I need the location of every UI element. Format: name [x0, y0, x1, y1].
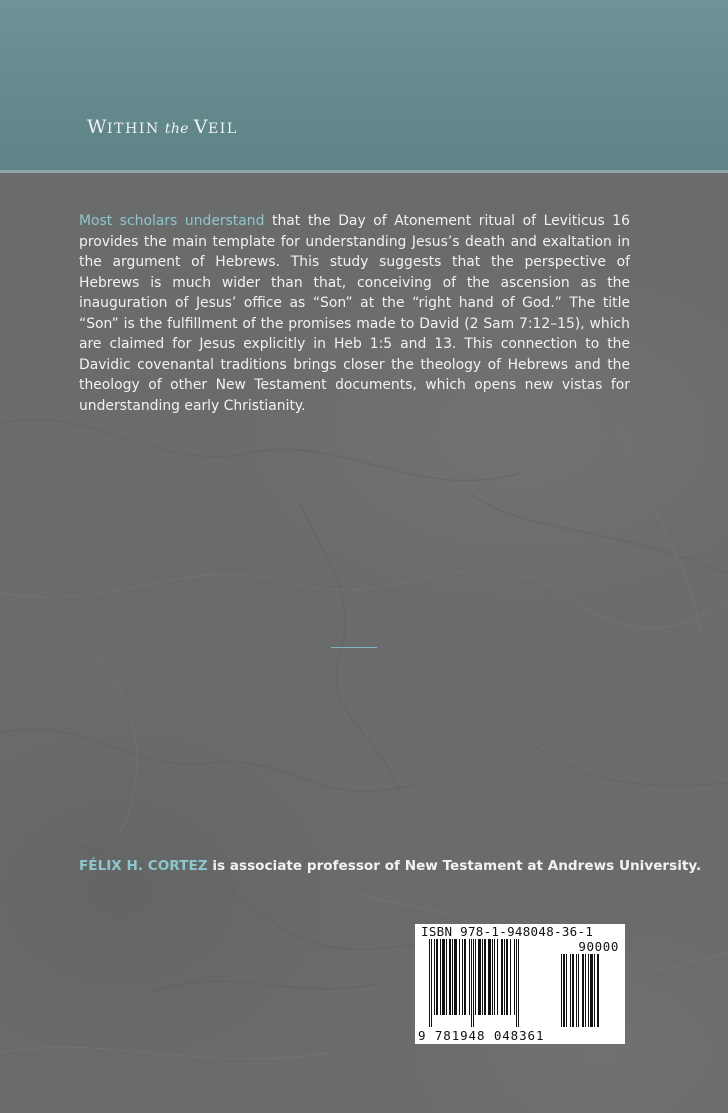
barcode-bar: [572, 954, 574, 1027]
barcode-bar: [462, 939, 463, 1015]
barcode-bar: [518, 939, 519, 1027]
barcode-bar: [570, 954, 571, 1027]
author-bio-text: is associate professor of New Testament at Andrews University.: [207, 858, 702, 874]
barcode-bar: [578, 954, 579, 1027]
barcode-bar: [473, 939, 474, 1027]
barcode-bar: [464, 939, 466, 1015]
ean-digits: 9 781948 048361: [418, 1028, 545, 1043]
barcode-bar: [488, 939, 491, 1015]
addon-bars: [561, 954, 619, 1027]
barcode-bar: [452, 939, 453, 1015]
barcode-bar: [597, 954, 599, 1027]
barcode-bar: [514, 939, 515, 1015]
barcode-bar: [454, 939, 457, 1015]
isbn-barcode: [415, 924, 625, 1044]
barcode-bar: [436, 939, 438, 1015]
barcode-bar: [510, 939, 511, 1015]
barcode-bar: [516, 939, 517, 1027]
barcode-bar: [478, 939, 481, 1015]
barcode-bar: [431, 939, 432, 1027]
blurb-body: that the Day of Atonement ritual of Leviticus 16 provides the main template for understanding Jesus’s death and exaltation in the argument of Hebrews. This study suggests that the perspective of Hebrews is much wider than that, conceiving of the ascension as the inauguration of Jesus’ office as “Son” at the “right hand of God.” The title “Son” is the fulfillment of the promises made to David (2 Sam 7:12–15), which are claimed for Jesus explicitly in Heb 1:5 and 13. This connection to the Davidic covenantal traditions brings closer the theology of Hebrews and the theology of other New Testament documents, which opens new vistas for understanding early Christianity.: [79, 213, 630, 414]
barcode-bar: [566, 954, 567, 1027]
price-code: 90000: [578, 939, 619, 954]
header-band: [0, 0, 728, 170]
barcode-bar: [582, 954, 584, 1027]
barcode-bar: [504, 939, 505, 1015]
barcode-bar: [497, 939, 498, 1015]
barcode-bar: [440, 939, 441, 1015]
barcode-bar: [471, 939, 472, 1027]
barcode-bar: [429, 939, 430, 1027]
barcode-bar: [588, 954, 589, 1027]
barcode-bar: [501, 939, 503, 1015]
barcode-bar: [484, 939, 486, 1015]
barcode-bar: [449, 939, 451, 1015]
barcode-bar: [475, 939, 476, 1015]
accent-divider: [331, 647, 377, 648]
barcode-bar: [446, 939, 447, 1015]
barcode-bar: [590, 954, 593, 1027]
barcode-bar: [492, 939, 493, 1015]
blurb-lead: Most scholars understand: [79, 213, 265, 229]
barcode-bar: [442, 939, 445, 1015]
barcode-bar: [585, 954, 586, 1027]
barcode-bar: [594, 954, 595, 1027]
isbn-number: ISBN 978-1-948048-36-1: [421, 924, 594, 939]
barcode-bar: [576, 954, 577, 1027]
barcode-bar: [561, 954, 562, 1027]
barcode-bar: [434, 939, 435, 1015]
ean-bars: [429, 939, 557, 1027]
barcode-bar: [459, 939, 460, 1015]
back-cover-blurb: [79, 211, 630, 416]
barcode-bar: [482, 939, 483, 1015]
author-name: FÉLIX H. CORTEZ: [79, 858, 208, 874]
barcode-bar: [469, 939, 470, 1015]
barcode-bar: [563, 954, 565, 1027]
author-bio: [79, 858, 702, 874]
barcode-bar: [506, 939, 508, 1015]
series-title: WITHIN the VEIL: [87, 116, 238, 138]
barcode-bar: [494, 939, 495, 1015]
